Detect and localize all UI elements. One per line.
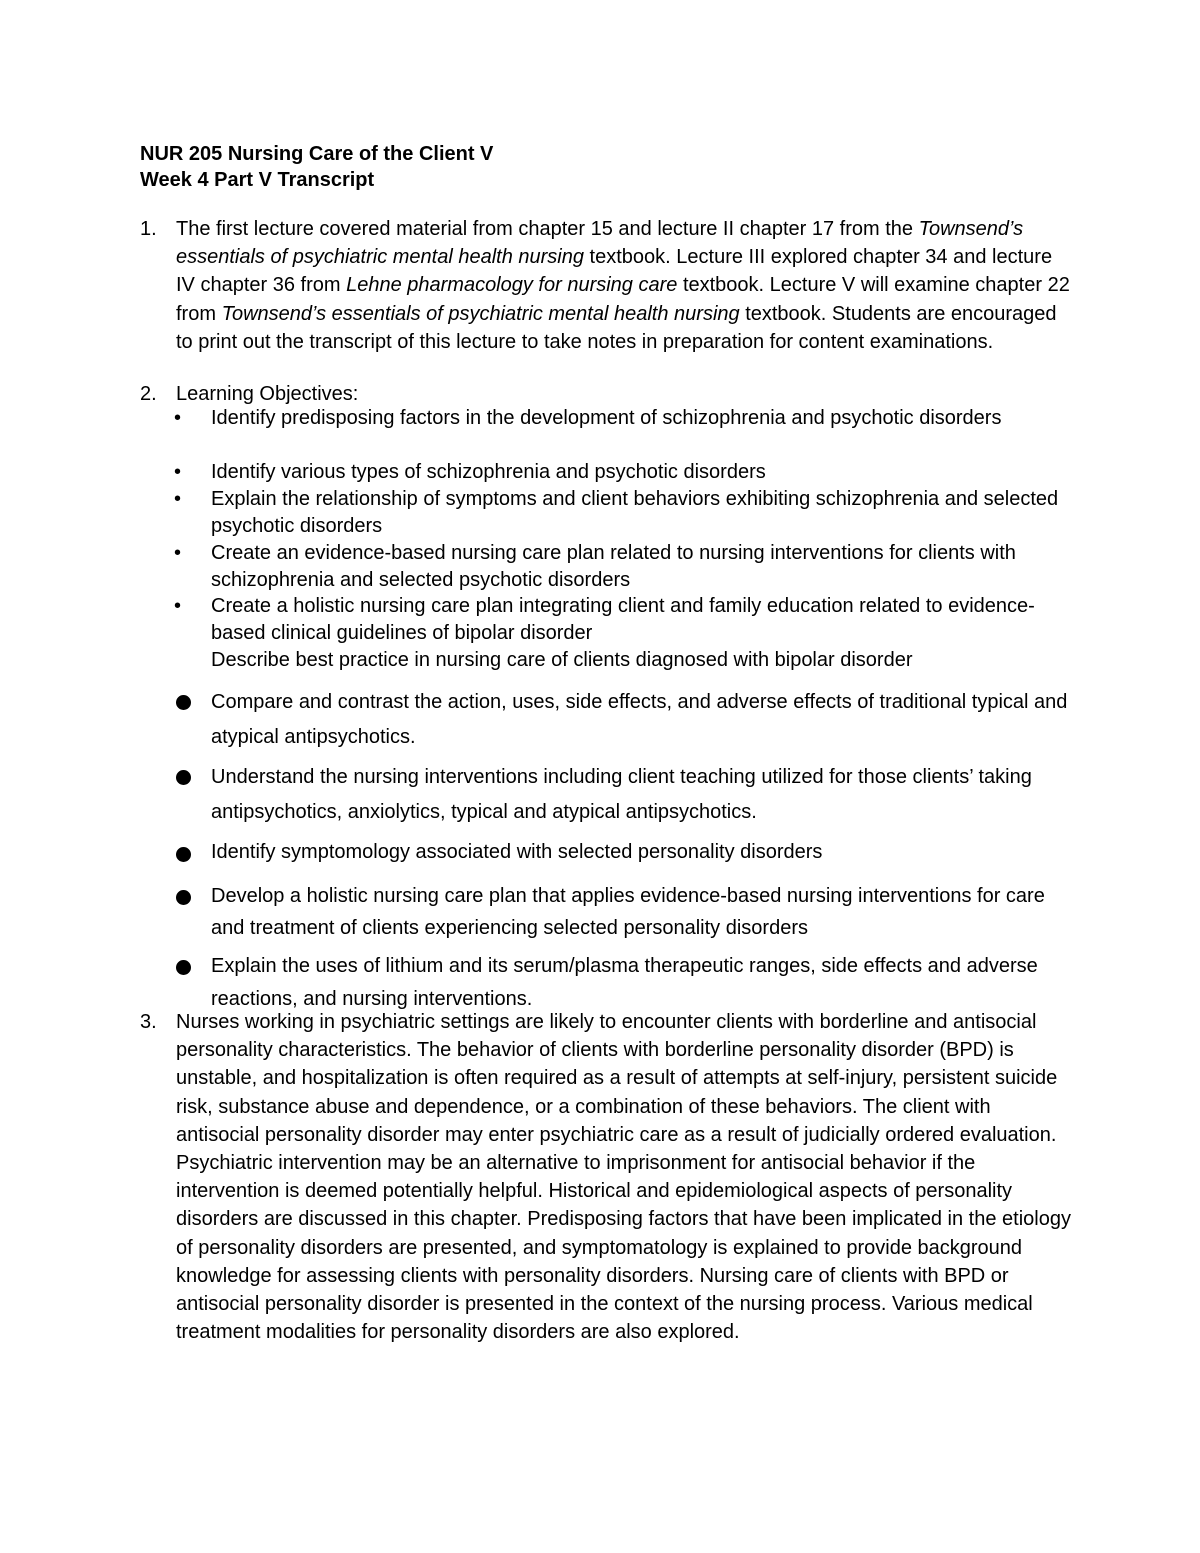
objective-item: Compare and contrast the action, uses, side effects, and adverse effects of traditional typical and atypical antipsychotics.	[211, 691, 1068, 748]
objective-item: Explain the uses of lithium and its serum/plasma therapeutic ranges, side effects and adverse reactions, and nursing interventions.	[211, 955, 1038, 1010]
objective-item: Identify various types of schizophrenia and psychotic disorders	[211, 461, 766, 483]
item-3-paragraph: Nurses working in psychiatric settings are likely to encounter clients with borderline and antisocial personality characteristics. The behavior of clients with borderline personality disorder (BPD) is unstable, and hospitalization is often required as a result of attempts at self-injury, persistent suicide risk, substance abuse and dependence, or a combination of these behaviors. The client with antisocial personality disorder may enter psychiatric care as a result of judicially ordered evaluation. Psychiatric intervention may be an alternative to imprisonment for antisocial behavior if the intervention is deemed potentially helpful. Historical and epidemiological aspects of personality disorders are discussed in this chapter. Predisposing factors that have been implicated in the etiology of personality disorders are presented, and symptomatology is explained to provide background knowledge for assessing clients with personality disorders. Nursing care of clients with BPD or antisocial personality disorder is presented in the context of the nursing process. Various medical treatment modalities for personality disorders are also explored.	[176, 1011, 1071, 1344]
bullet-icon: •	[174, 407, 182, 429]
objective-item: Create a holistic nursing care plan integrating client and family education related to evidence-based clinical guidelines of bipolar disorder	[211, 595, 1035, 644]
text-segment: textbook. Lecture V will examine chapter 22 from	[176, 274, 1070, 325]
bullet-icon: •	[174, 542, 182, 564]
objective-item: Develop a holistic nursing care plan that applies evidence-based nursing interventions for care and treatment of clients experiencing selected personality disorders	[211, 885, 1045, 939]
learning-objectives-label: Learning Objectives:	[176, 383, 359, 405]
bullet-icon	[176, 847, 191, 862]
objective-item: Identify predisposing factors in the development of schizophrenia and psychotic disorders	[211, 407, 1002, 429]
bullet-icon	[176, 770, 191, 785]
document-title: NUR 205 Nursing Care of the Client V	[140, 143, 494, 165]
item-1-paragraph	[176, 215, 1076, 356]
book-title: Lehne pharmacology for nursing care	[346, 274, 678, 297]
bullet-icon	[176, 960, 191, 975]
book-title: Townsend’s essentials of psychiatric mental health nursing	[176, 218, 1024, 269]
bullet-icon	[176, 890, 191, 905]
text-segment: textbook. Students are encouraged to print out the transcript of this lecture to take notes in preparation for content examinations.	[176, 302, 1057, 353]
bullet-icon: •	[174, 488, 182, 510]
text-segment: The first lecture covered material from chapter 15 and lecture II chapter 17 from the	[176, 218, 919, 240]
bullet-icon: •	[174, 595, 182, 617]
book-title: Townsend’s essentials of psychiatric mental health nursing	[221, 302, 740, 325]
objective-item: Explain the relationship of symptoms and client behaviors exhibiting schizophrenia and selected psychotic disorders	[211, 488, 1059, 537]
item-number: 3.	[140, 1011, 157, 1033]
objective-item: Create an evidence-based nursing care plan related to nursing interventions for clients with schizophrenia and selected psychotic disorders	[211, 542, 1016, 591]
item-number: 2.	[140, 383, 157, 405]
objective-item: Identify symptomology associated with selected personality disorders	[211, 841, 823, 863]
text-segment: textbook. Lecture III explored chapter 34 and lecture IV chapter 36 from	[176, 246, 1053, 297]
objective-item: Understand the nursing interventions including client teaching utilized for those clients’ taking antipsychotics, anxiolytics, typical and atypical antipsychotics.	[211, 766, 1032, 823]
document-subtitle: Week 4 Part V Transcript	[140, 169, 375, 191]
bullet-icon	[176, 695, 191, 710]
bullet-icon: •	[174, 461, 182, 483]
item-number: 1.	[140, 218, 157, 240]
objective-continuation: Describe best practice in nursing care of clients diagnosed with bipolar disorder	[211, 649, 913, 671]
